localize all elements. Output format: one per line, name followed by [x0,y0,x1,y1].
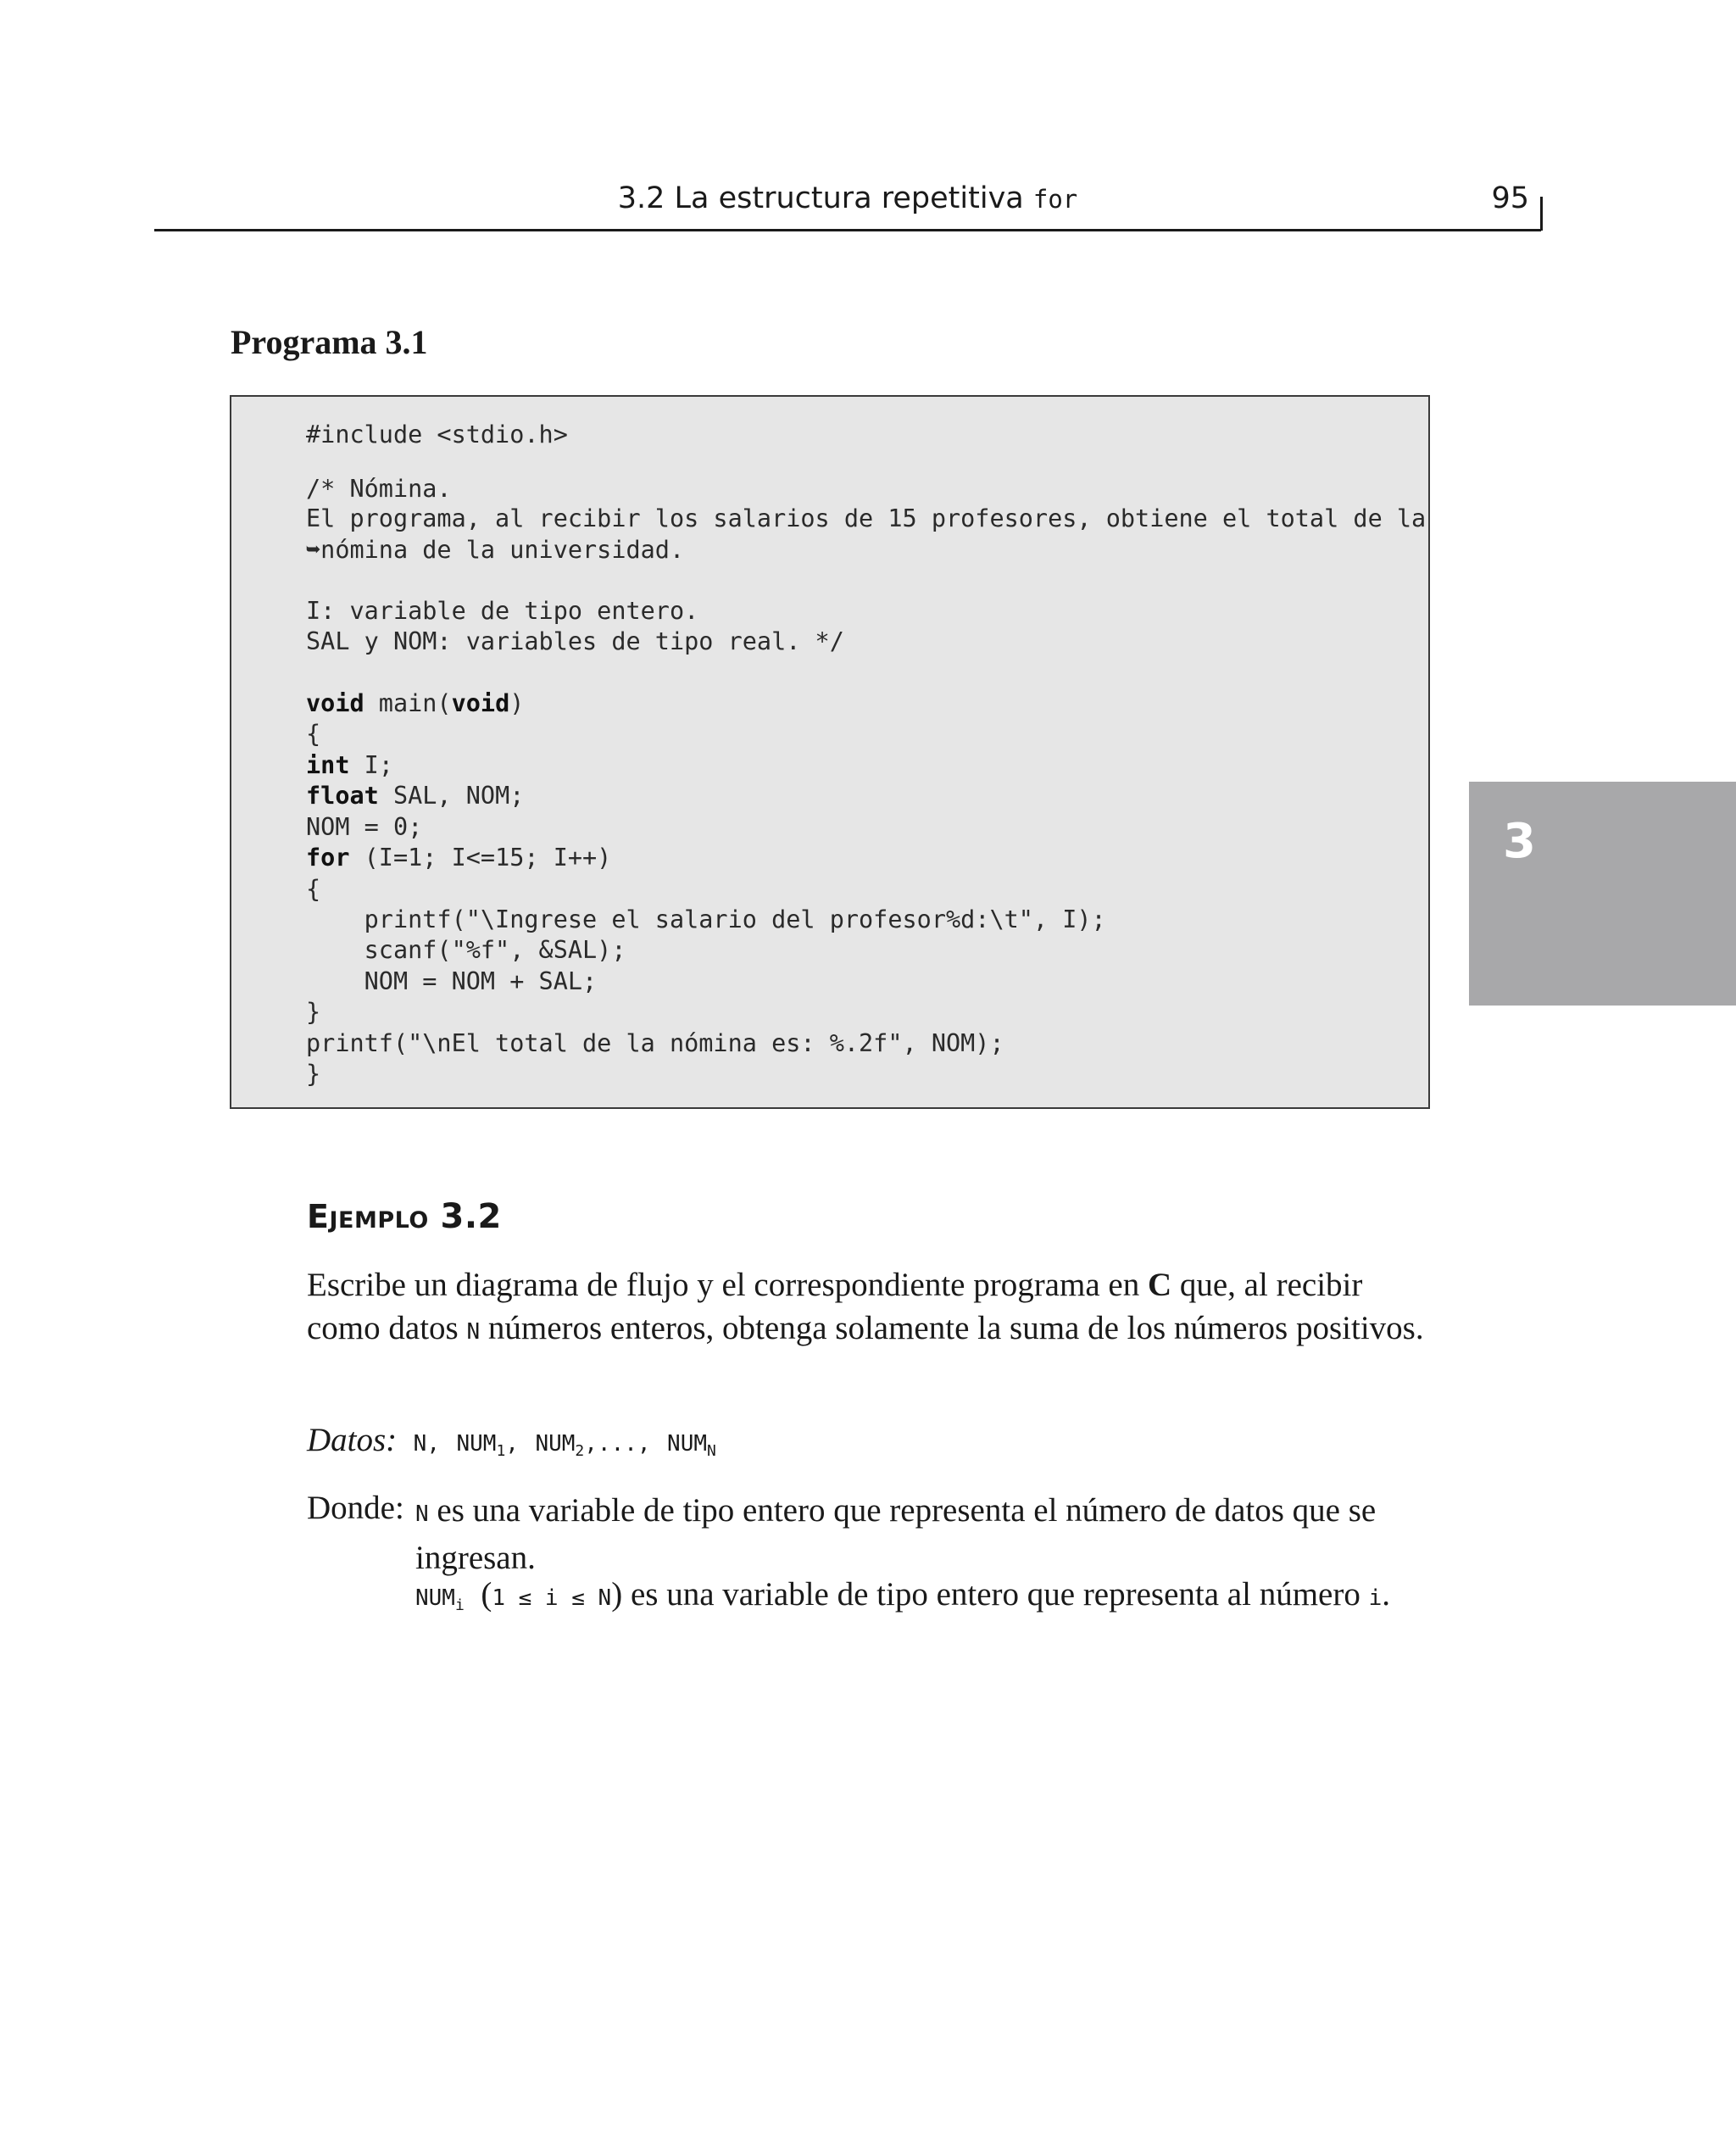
code-line [306,844,611,872]
code-line: /* Nómina. [306,475,452,503]
donde-code-i: i [1368,1585,1383,1611]
example-text: Escribe un diagrama de flujo y el correspondiente programa en [307,1267,1148,1303]
donde-range-close: ) [611,1576,623,1613]
code-line: scanf("%f", &SAL); [306,936,626,964]
donde-period: . [1382,1576,1390,1613]
datos-sep: , [505,1431,519,1457]
datos-sub: 2 [575,1442,585,1460]
datos-num: NUM [535,1431,576,1457]
code-keyword: float [306,782,379,810]
donde-definition-numi [415,1575,1390,1614]
donde-text: es una variable de tipo entero que representa el número de datos que se ingresan. [415,1492,1377,1576]
code-line: { [306,875,321,903]
donde-sub-i: i [454,1596,465,1614]
datos-sub: N [707,1442,716,1460]
code-line [306,751,393,779]
code-text: (I=1; I<=15; I++) [349,844,612,872]
code-text: I; [349,751,393,779]
page-number: 95 [1491,181,1529,215]
chapter-number: 3 [1503,814,1536,869]
example-heading-label: Ejemplo [307,1198,441,1235]
datos-line [307,1421,716,1460]
example-text: números enteros, obtenga solamente la suma de los números positivos. [480,1310,1424,1346]
example-text-bold: C [1147,1267,1172,1303]
datos-label: Datos: [307,1422,398,1458]
program-title: Programa 3.1 [231,323,428,361]
code-keyword: void [306,689,364,717]
code-line: printf("\nEl total de la nómina es: %.2f", NOM); [306,1029,1004,1057]
code-line: El programa, al recibir los salarios de 15 profesores, obtiene el total de la [306,504,1427,532]
code-line: ➥nómina de la universidad. [306,536,685,564]
datos-ellipsis: ,..., [584,1431,651,1457]
code-line: { [306,720,321,748]
header-rule-tick [1540,197,1543,231]
datos-num: NUM [456,1431,497,1457]
example-heading-number: 3.2 [440,1197,502,1236]
code-text: main( [364,689,452,717]
running-title [154,181,1541,215]
example-paragraph [307,1263,1443,1354]
donde-text: es una variable de tipo entero que representa al número [622,1576,1369,1613]
code-line: printf("\Ingrese el salario del profesor%d:\t", I); [306,905,1106,933]
code-line: NOM = NOM + SAL; [306,967,598,995]
code-keyword: void [451,689,510,717]
running-title-text: 3.2 La estructura repetitiva [617,181,1033,215]
donde-range: 1 ≤ i ≤ N [492,1585,612,1611]
code-line [306,782,524,810]
code-line: NOM = 0; [306,813,423,841]
running-title-code: for [1032,185,1078,214]
example-text: que, al recibir como datos [307,1267,1363,1346]
code-line [306,689,524,717]
code-line: I: variable de tipo entero. [306,597,699,625]
code-line: SAL y NOM: variables de tipo real. */ [306,627,844,655]
donde-range-open: ( [481,1576,492,1613]
code-keyword: int [306,751,350,779]
datos-sub: 1 [496,1442,506,1460]
code-text: ) [509,689,525,717]
example-heading [307,1197,502,1236]
running-head [154,178,1541,231]
code-keyword: for [306,844,350,872]
donde-num: NUM [415,1585,455,1611]
code-listing [230,395,1430,1109]
donde-definition-n [415,1489,1449,1579]
code-text: SAL, NOM; [378,782,525,810]
datos-num: NUM [667,1431,708,1457]
example-code-n: N [466,1319,481,1345]
datos-n: N, [413,1431,440,1457]
donde-code-n: N [415,1501,429,1527]
chapter-tab [1469,782,1736,1006]
code-line: } [306,1060,321,1088]
code-line: } [306,998,321,1026]
code-line: #include <stdio.h> [306,421,568,448]
donde-label: Donde: [307,1490,404,1526]
